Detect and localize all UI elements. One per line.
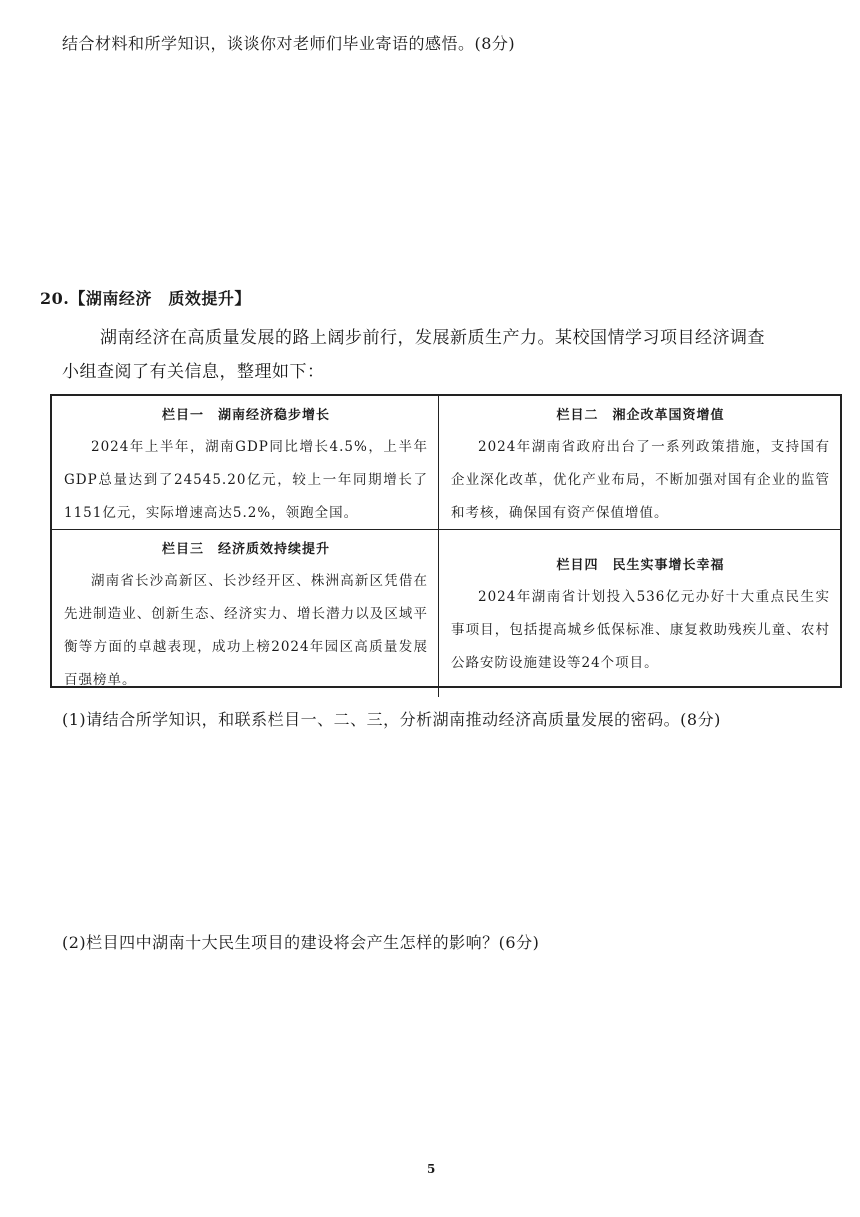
column-4-title: 栏目四 民生实事增长幸福 [556, 558, 725, 573]
question-20-intro-line-1: 湖南经济在高质量发展的路上阔步前行，发展新质生产力。某校国情学习项目经济调查 [100, 328, 765, 348]
table-cell-column-1 [52, 396, 439, 530]
column-1-body: 2024年上半年，湖南GDP同比增长4.5%，上半年GDP总量达到了24545.20亿元，较上一年同期增长了1151亿元，实际增速高达5.2%，领跑全国。 [64, 439, 428, 521]
question-20-intro-line-2: 小组查阅了有关信息，整理如下： [62, 362, 325, 382]
table-cell-column-2 [439, 396, 840, 530]
question-20-title: 20.【湖南经济 质效提升】 [40, 289, 251, 308]
info-table [50, 394, 842, 688]
page-number: 5 [427, 1162, 436, 1176]
sub-question-2: (2)栏目四中湖南十大民生项目的建设将会产生怎样的影响？(6分) [62, 933, 540, 952]
column-2-body: 2024年湖南省政府出台了一系列政策措施，支持国有企业深化改革，优化产业布局，不断加强对国有企业的监管和考核，确保国有资产保值增值。 [451, 439, 830, 521]
column-1-title: 栏目一 湖南经济稳步增长 [161, 408, 330, 423]
sub-question-1: (1)请结合所学知识，和联系栏目一、二、三，分析湖南推动经济高质量发展的密码。(8分) [62, 710, 721, 729]
table-cell-column-4 [439, 530, 840, 697]
previous-question-prompt: 结合材料和所学知识，谈谈你对老师们毕业寄语的感悟。(8分) [62, 34, 516, 53]
column-3-title: 栏目三 经济质效持续提升 [161, 542, 330, 557]
table-cell-column-3 [52, 530, 439, 697]
column-4-body: 2024年湖南省计划投入536亿元办好十大重点民生实事项目，包括提高城乡低保标准、康复救助残疾儿童、农村公路安防设施建设等24个项目。 [451, 589, 830, 671]
column-3-body: 湖南省长沙高新区、长沙经开区、株洲高新区凭借在先进制造业、创新生态、经济实力、增长潜力以及区域平衡等方面的卓越表现，成功上榜2024年园区高质量发展百强榜单。 [64, 573, 428, 688]
column-2-title: 栏目二 湘企改革国资增值 [556, 408, 725, 423]
